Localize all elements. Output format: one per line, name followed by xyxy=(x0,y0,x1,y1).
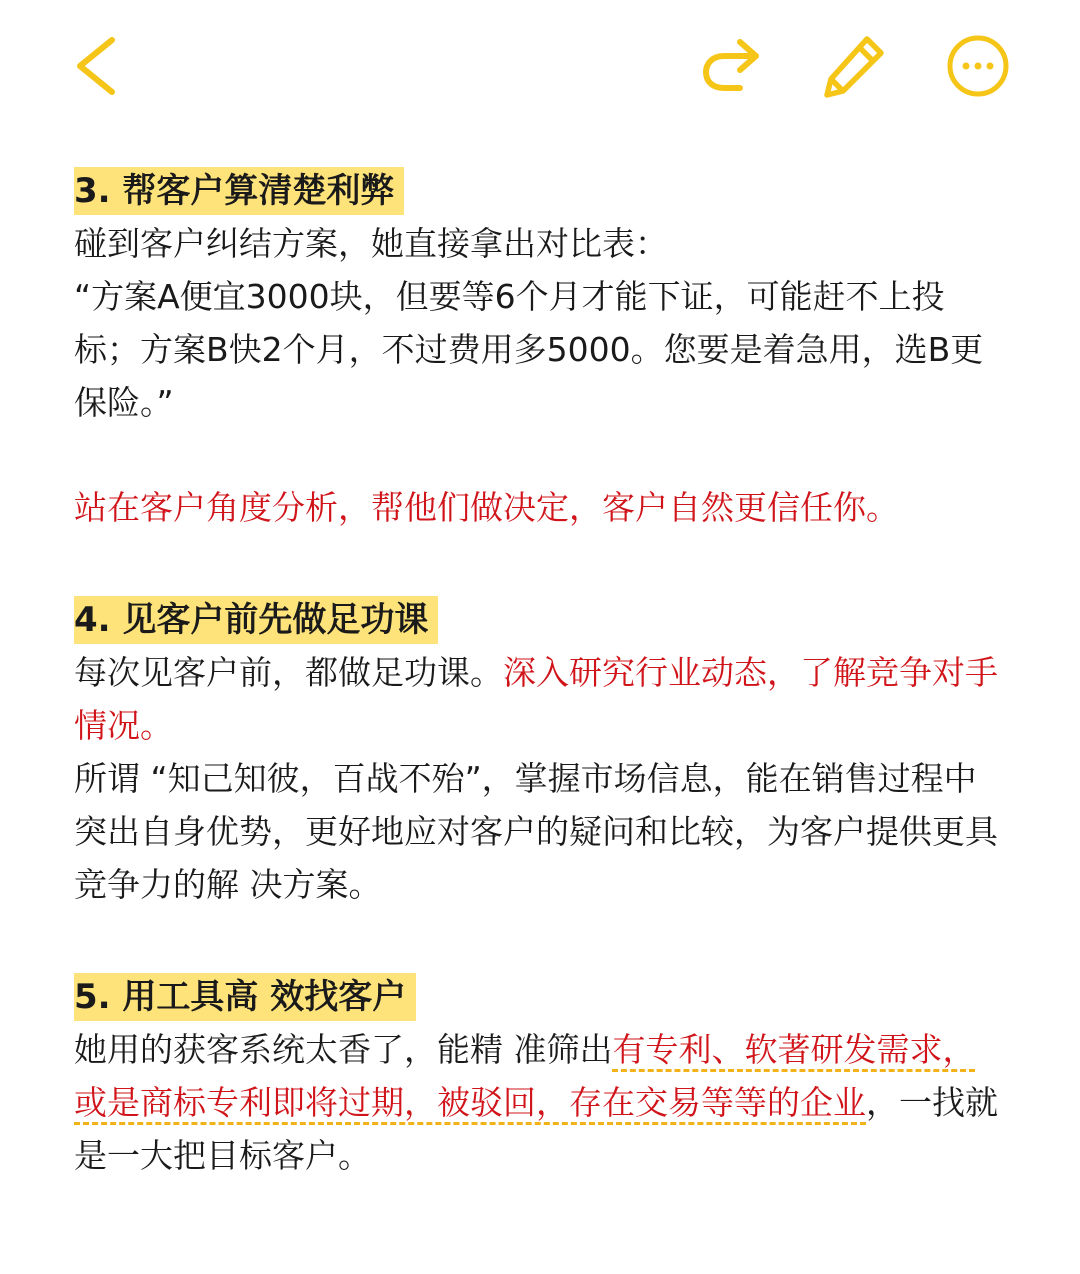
spacer xyxy=(74,429,1004,481)
more-button[interactable] xyxy=(942,30,1014,102)
section-5-tail: ，一找就是一大把目标客户。 xyxy=(74,1083,998,1175)
section-4-title: 4. 见客户前先做足功课 xyxy=(74,596,438,644)
section-4-line1 xyxy=(74,646,1004,752)
section-5-highlight: 有专利、软著研发需求，或是商标专利即将过期，被驳回，存在交易等等的企业 xyxy=(74,1030,976,1122)
section-3-intro: 碰到客户纠结方案，她直接拿出对比表： xyxy=(74,224,668,263)
spacer xyxy=(74,534,1004,589)
back-button[interactable] xyxy=(60,30,132,102)
edit-icon xyxy=(821,33,887,99)
section-3-takeaway: 站在客户角度分析，帮他们做决定，客户自然更信任你。 xyxy=(74,488,899,527)
section-4-body: 所谓 “知己知彼，百战不殆”，掌握市场信息，能在销售过程中突出自身优势，更好地应对客户的疑问和比较，为客户提供更具竞争力的解 决方案。 xyxy=(74,759,998,904)
section-5 xyxy=(74,970,1004,1023)
section-3-title: 3. 帮客户算清楚利弊 xyxy=(74,167,404,215)
note-content[interactable] xyxy=(74,160,1004,1182)
back-icon xyxy=(72,36,120,96)
more-icon xyxy=(945,33,1011,99)
section-4 xyxy=(74,593,1004,646)
section-3-quote: “方案A便宜3000块，但要等6个月才能下证，可能赶不上投标；方案B快2个月，不过费用多5000。您要是着急用，选B更保险。” xyxy=(74,277,984,422)
top-toolbar xyxy=(0,0,1080,130)
section-3 xyxy=(74,164,1004,217)
spacer xyxy=(74,911,1004,966)
share-icon xyxy=(700,38,764,94)
section-5-body xyxy=(74,1023,1004,1182)
section-4-line1-emphasis: 深入研究行业动态，了解竞争对手情况。 xyxy=(74,653,998,745)
section-5-lead: 她用的获客系统太香了，能精 准筛出 xyxy=(74,1030,613,1069)
section-4-line1-plain: 每次见客户前，都做足功课。 xyxy=(74,653,503,692)
edit-button[interactable] xyxy=(818,30,890,102)
share-button[interactable] xyxy=(696,30,768,102)
section-5-title: 5. 用工具高 效找客户 xyxy=(74,973,416,1021)
